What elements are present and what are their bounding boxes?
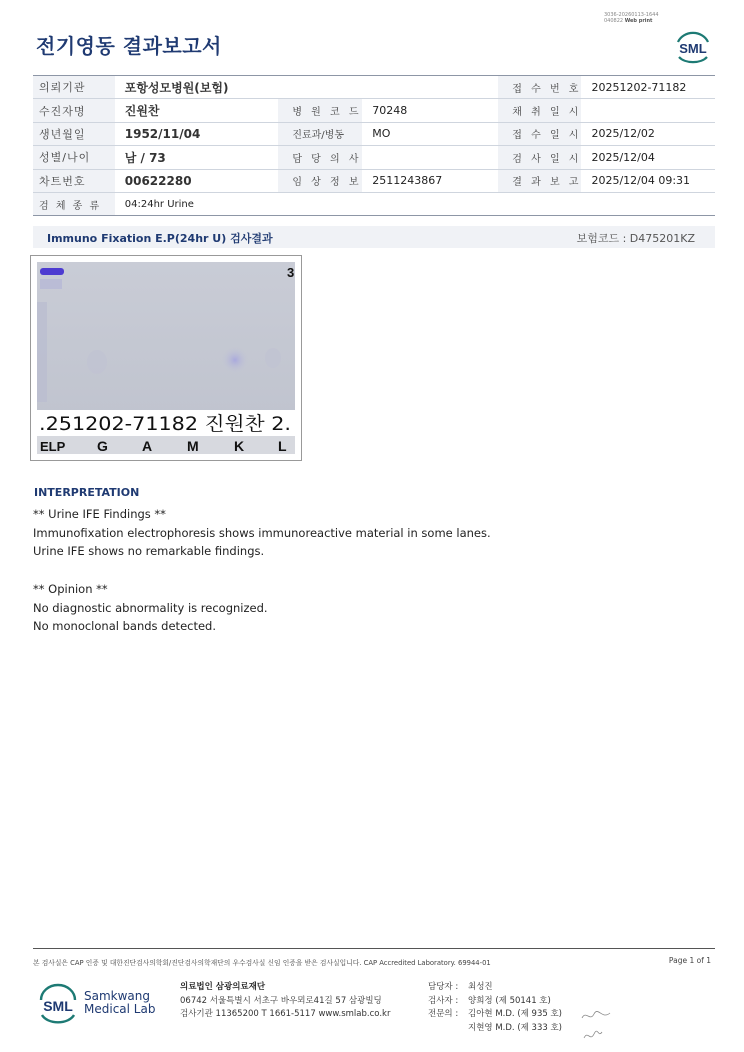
staff-role: 담당자 : [428,982,459,992]
page-number: Page 1 of 1 [668,956,711,965]
label-collection-date: 채 취 일 시 [498,99,581,122]
value-chart-no: 00622280 [115,169,279,192]
org-name-line1: Samkwang [84,989,150,1003]
value-test-date: 2025/12/04 [581,146,715,169]
staff-name: 김아현 M.D. (제 935 호) [468,1009,563,1019]
value-accession-no: 20251202-71182 [581,76,715,99]
org-address [180,981,390,1022]
info-row [33,76,715,99]
info-row [33,99,715,122]
info-row [33,192,715,215]
samkwang-logo-icon [36,980,80,1026]
interpretation-line: Urine IFE shows no remarkable findings. [33,544,265,559]
staff-role [428,1022,468,1036]
sml-logo-icon [672,26,714,64]
label-birth-date: 생년월일 [33,122,115,145]
label-report-date: 결 과 보 고 [498,169,581,192]
value-collection-date [581,99,715,122]
label-test-date: 검 사 일 시 [498,146,581,169]
label-sex-age: 성별/나이 [33,146,115,169]
value-birth-date: 1952/11/04 [115,122,279,145]
staff-row [428,1022,562,1036]
value-hospital-code: 70248 [362,99,498,122]
label-received-date: 접 수 일 시 [498,122,581,145]
print-meta-line1: 3036-20260113-1644 [604,12,659,18]
interpretation-heading: INTERPRETATION [34,486,140,499]
address-title: 의료법인 삼광의료재단 [180,982,266,992]
interpretation-body [33,505,491,636]
signature-icon [580,1008,620,1044]
interpretation-line: No diagnostic abnormality is recognized. [33,600,268,615]
footer-divider [33,948,715,949]
interpretation-line: No monoclonal bands detected. [33,619,217,634]
gel-corner-mark: 3 [287,265,295,280]
info-row [33,122,715,145]
page-title: 전기영동 결과보고서 [36,34,222,58]
label-accession-no: 접 수 번 호 [498,76,581,99]
value-department: MO [362,122,498,145]
staff-name: 양희정 (제 50141 호) [468,995,551,1006]
print-meta-tag: Web print [624,18,653,24]
test-title: Immuno Fixation E.P(24hr U) 검사결과 [47,232,273,245]
staff-name: 지현영 M.D. (제 333 호) [468,1022,563,1033]
value-requesting-org: 포항성모병원(보험) [115,76,499,99]
value-sex-age: 남 / 73 [115,146,279,169]
lane-label-k: K [234,438,245,454]
value-physician [362,146,498,169]
label-requesting-org: 의뢰기관 [33,76,115,99]
value-received-date: 2025/12/02 [581,122,715,145]
interpretation-line: ** Urine IFE Findings ** [33,507,166,521]
print-meta [604,12,659,24]
insurance-code: 보험코드 : D475201KZ [576,232,695,245]
staff-role: 검사자 : [428,995,459,1006]
lane-label-g: G [97,438,108,454]
org-name [84,990,155,1016]
kappa-diffuse-band [221,346,249,374]
sample-label-text: .251202-71182 진원찬 2. [39,413,291,435]
lane-label-a: A [142,438,153,454]
lane-label-m: M [187,438,199,454]
contact-line: 검사기관 11365200 T 1661-5117 www.smlab.co.kr [180,1009,391,1019]
lane-label-elp: ELP [40,439,66,454]
patient-info-table [33,75,715,216]
label-clinical-info: 임 상 정 보 [278,169,362,192]
value-report-date: 2025/12/04 09:31 [581,169,715,192]
staff-row [428,981,562,995]
label-chart-no: 차트번호 [33,169,115,192]
print-meta-line2: 040822 [604,18,624,24]
label-specimen-type: 검 체 종 류 [33,192,115,215]
org-name-line2: Medical Lab [84,1002,156,1016]
gamma-faint-band [87,350,107,374]
staff-name: 최성진 [468,982,493,992]
staff-role: 전문의 : [428,1009,459,1019]
staff-row [428,1008,562,1022]
info-row [33,146,715,169]
interpretation-spacer [33,561,491,580]
certification-note: 본 검사실은 CAP 인증 및 대한진단검사의학회/진단검사의학재단의 우수검사실 신임 인증을 받은 검사실입니다. CAP Accredited Laboratory. 69944-01 [33,959,491,967]
interpretation-line: ** Opinion ** [33,581,108,596]
label-physician: 담 당 의 사 [278,146,362,169]
value-patient-name: 진원찬 [115,99,279,122]
value-clinical-info: 2511243867 [362,169,498,192]
label-hospital-code: 병 원 코 드 [278,99,362,122]
lambda-faint-band [265,348,281,368]
svg-text:SML: SML [43,998,73,1014]
label-department: 진료과/병동 [278,122,362,145]
address-line: 06742 서울특별시 서초구 바우뫼로41길 57 삼광빌딩 [180,995,382,1006]
interpretation-line: Immunofixation electrophoresis shows immunoreactive material in some lanes. [33,525,491,540]
elp-albumin-band [40,268,64,275]
value-specimen-type: 04:24hr Urine [115,192,715,215]
svg-text:SML: SML [679,41,707,56]
lane-label-l: L [278,438,287,454]
gel-picture [37,262,295,454]
lane-label-strip [37,436,295,454]
staff-row [428,995,562,1009]
label-patient-name: 수진자명 [33,99,115,122]
info-row [33,169,715,192]
elp-lane-smear [37,302,47,402]
test-section-header [33,226,715,248]
elp-diffuse-band [40,279,62,289]
staff-list [428,981,562,1035]
ife-gel-image [30,255,302,461]
